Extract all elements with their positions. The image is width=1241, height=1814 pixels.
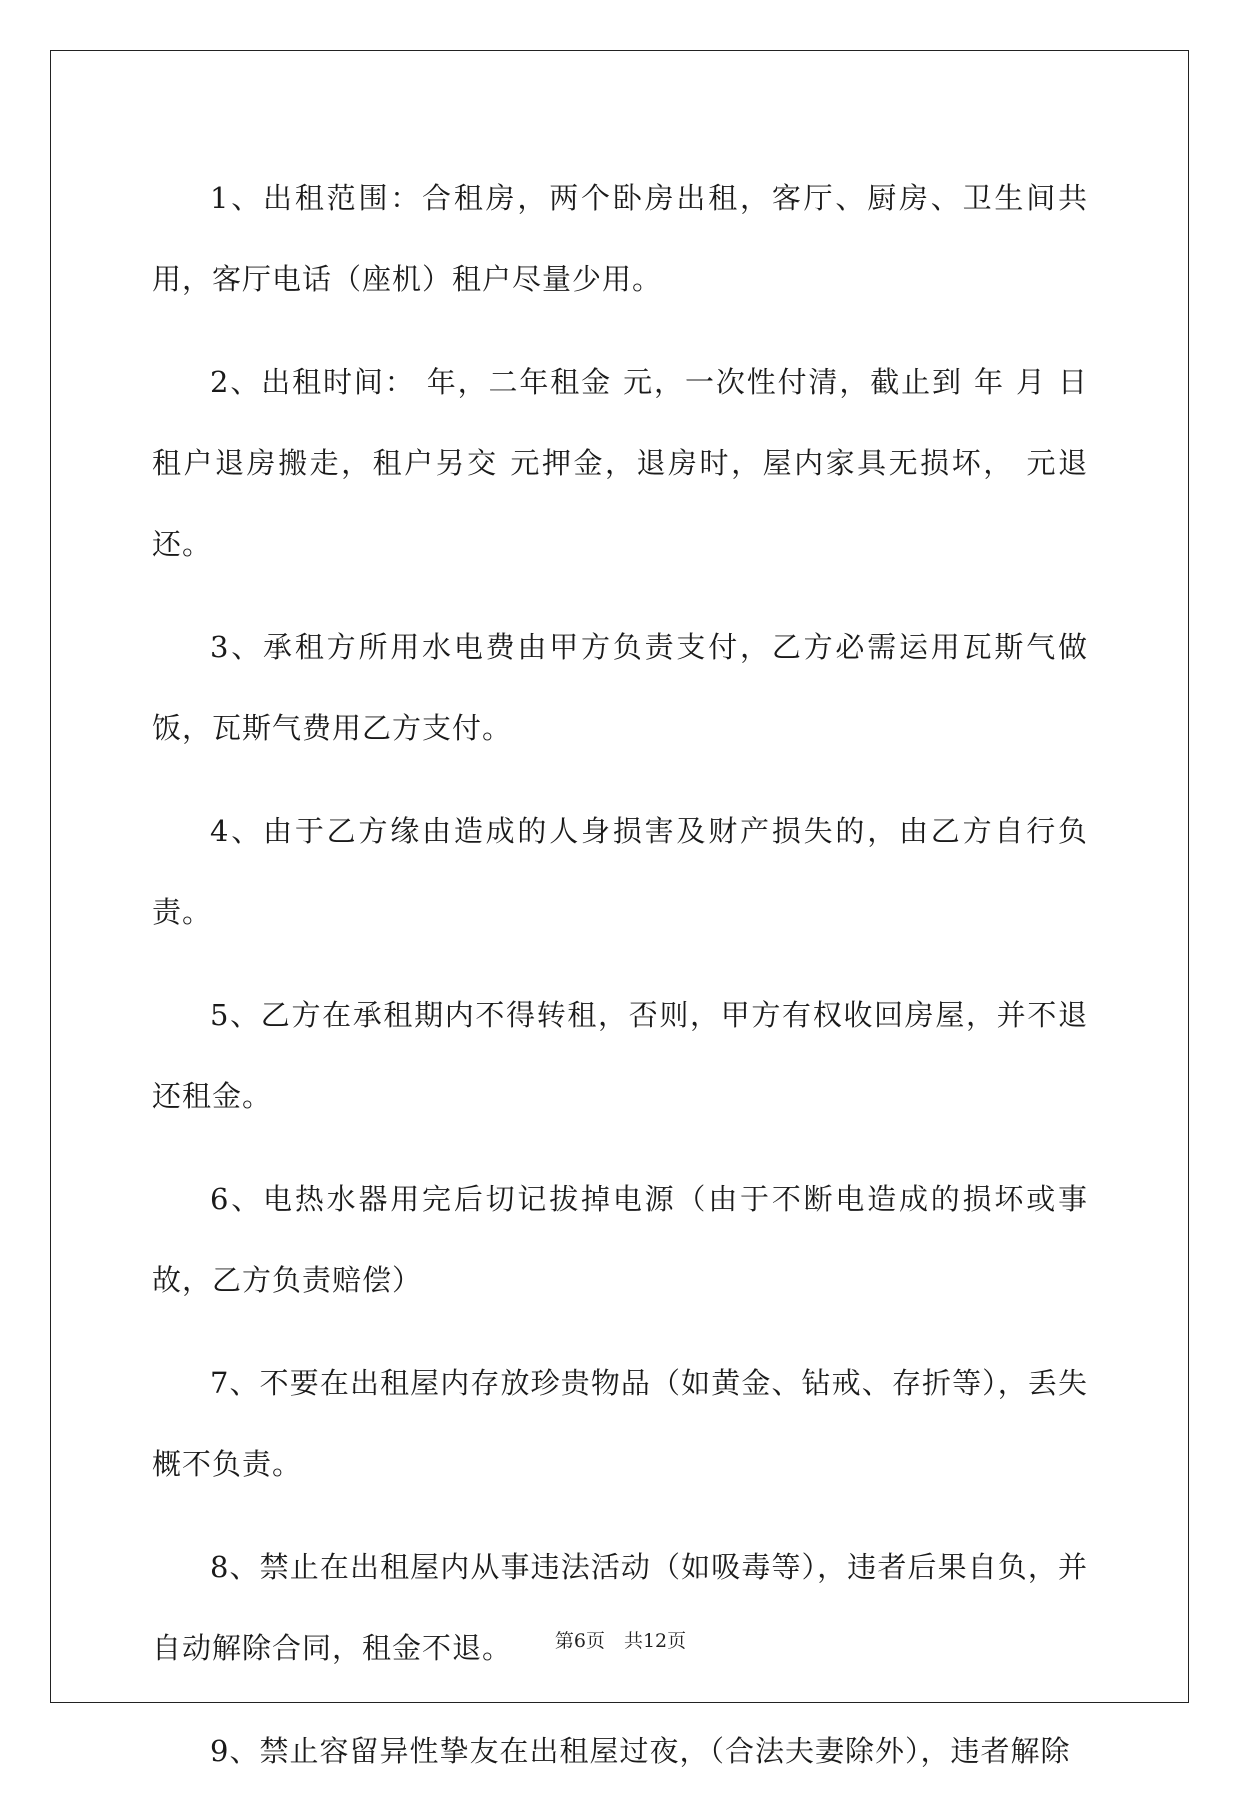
paragraph-2: 2、出租时间： 年，二年租金 元，一次性付清，截止到 年 月 日租户退房搬走，租户另交 元押金，退房时，屋内家具无损坏， 元退还。 (152, 365, 1088, 561)
page-number-footer: 第6页 共12页 (554, 1630, 687, 1652)
paragraph-3: 3、承租方所用水电费由甲方负责支付，乙方必需运用瓦斯气做饭，瓦斯气费用乙方支付。 (152, 630, 1088, 745)
paragraph-5: 5、乙方在承租期内不得转租，否则，甲方有权收回房屋，并不退还租金。 (152, 998, 1088, 1113)
paragraph-1: 1、出租范围：合租房，两个卧房出租，客厅、厨房、卫生间共用，客厅电话（座机）租户尽量少用。 (152, 181, 1088, 296)
paragraph-4: 4、由于乙方缘由造成的人身损害及财产损失的，由乙方自行负责。 (152, 814, 1088, 929)
paragraph-7: 7、不要在出租屋内存放珍贵物品（如黄金、钻戒、存折等），丢失概不负责。 (152, 1366, 1088, 1481)
paragraph-6: 6、电热水器用完后切记拔掉电源（由于不断电造成的损坏或事故，乙方负责赔偿） (152, 1182, 1088, 1297)
document-body (152, 158, 1088, 1814)
paragraph-9: 9、禁止容留异性挚友在出租屋过夜，（合法夫妻除外），违者解除 (210, 1734, 1071, 1768)
paragraph-8: 8、禁止在出租屋内从事违法活动（如吸毒等），违者后果自负，并自动解除合同，租金不退。 (152, 1550, 1088, 1665)
